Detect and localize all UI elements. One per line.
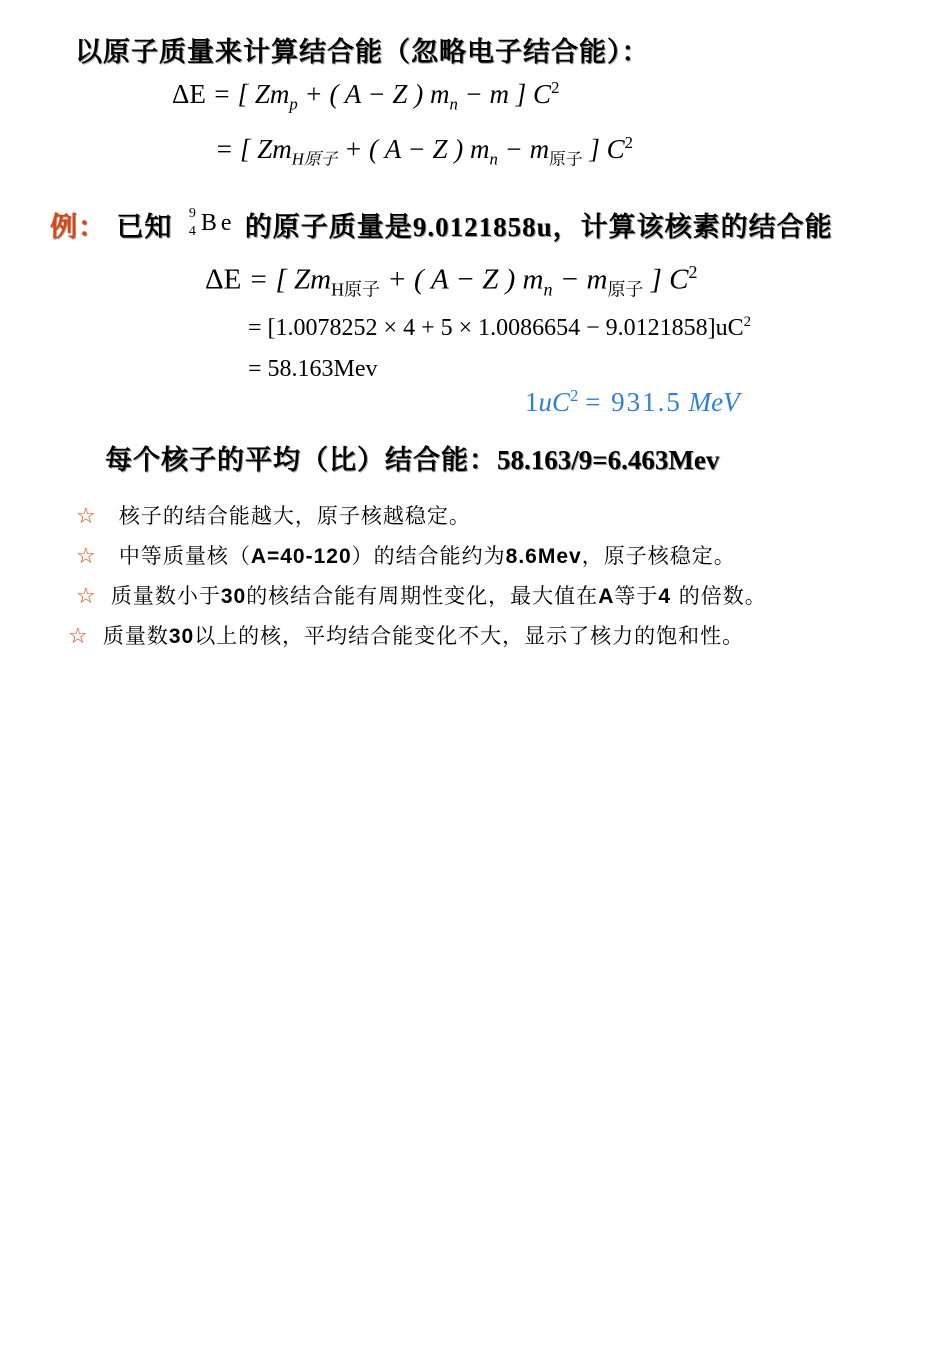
star-outline-icon: ☆ [76, 544, 96, 569]
mass-number: 9 [188, 205, 197, 221]
average-binding-energy [105, 438, 719, 477]
conversion-lead: 1 [525, 387, 539, 417]
example-label: 例： [50, 212, 106, 243]
calc-line3 [248, 356, 378, 383]
bullet-item [68, 620, 744, 650]
bullet-text: 质量数小于30的核结合能有周期性变化，最大值在A等于4 的倍数。 [110, 584, 767, 608]
example-text: ，计算该核素的结合能 [552, 212, 833, 243]
bullet-text: 中等质量核（A=40-120）的结合能约为8.6Mev，原子核稳定。 [118, 544, 736, 568]
subscript-atom: 原子 [549, 148, 583, 169]
example-text: 的原子质量是 [244, 212, 413, 243]
formula-term: = [ Zm [215, 134, 292, 164]
star-outline-icon: ☆ [76, 504, 96, 529]
subscript-h-atom: H原子 [291, 149, 338, 169]
delta-e-symbol: ΔE [172, 79, 206, 109]
superscript-2: 2 [743, 314, 752, 330]
bullet-text: 核子的结合能越大，原子核越稳定。 [118, 504, 471, 528]
formula-term: = [ Zm [248, 263, 332, 296]
mass-value: 9.0121858u [412, 212, 553, 242]
formula-term: + ( A − Z ) m [344, 134, 490, 164]
superscript-2: 2 [570, 386, 579, 405]
formula-term: − m [504, 134, 550, 164]
superscript-2: 2 [624, 133, 633, 152]
subscript-p: p [289, 94, 298, 114]
formula-term: ] C [589, 134, 625, 164]
calc-line1 [205, 262, 698, 301]
formula-term: ] C [650, 263, 689, 296]
formula-term: + ( A − Z ) m [387, 263, 544, 296]
formula-term: − m ] C [464, 79, 552, 109]
star-outline-icon: ☆ [68, 624, 88, 649]
conversion-unit: uC [538, 387, 571, 417]
bullet-item [76, 540, 736, 570]
atomic-number: 4 [188, 223, 197, 239]
conversion-value: = 931.5 [585, 387, 682, 417]
subscript-n: n [449, 94, 458, 114]
binding-energy-result: = 58.163Mev [248, 356, 378, 382]
delta-e-symbol: ΔE [205, 263, 242, 296]
bullet-text: 质量数30以上的核，平均结合能变化不大，显示了核力的饱和性。 [102, 624, 745, 648]
example-known: 已知 [116, 212, 173, 243]
subscript-h-atom: H原子 [331, 279, 380, 300]
formula-term: = [ Zm [212, 79, 290, 109]
element-symbol: Be [200, 209, 236, 236]
average-label: 每个核子的平均（比）结合能： [105, 445, 497, 476]
numeric-substitution: = [1.0078252 × 4 + 5 × 1.0086654 − 9.0121858]uC [248, 315, 744, 341]
subscript-atom: 原子 [607, 279, 644, 301]
conversion-unit-out: MeV [688, 387, 740, 417]
unit-conversion [525, 386, 740, 418]
calc-line2 [248, 314, 751, 342]
bullet-item [76, 500, 471, 530]
section-title: 以原子质量来计算结合能（忽略电子结合能）： [75, 37, 650, 68]
superscript-2: 2 [688, 262, 698, 282]
formula-general-line1 [172, 78, 559, 114]
nuclide-notation [183, 205, 245, 244]
star-outline-icon: ☆ [76, 584, 96, 609]
subscript-n: n [543, 279, 553, 300]
formula-term: − m [559, 263, 608, 296]
example-line [50, 205, 833, 244]
superscript-2: 2 [551, 78, 560, 97]
formula-term: + ( A − Z ) m [304, 79, 450, 109]
average-value: 58.163/9=6.463Mev [497, 445, 720, 475]
bullet-item [76, 580, 767, 610]
formula-general-line2 [215, 133, 633, 169]
subscript-n: n [489, 149, 498, 169]
